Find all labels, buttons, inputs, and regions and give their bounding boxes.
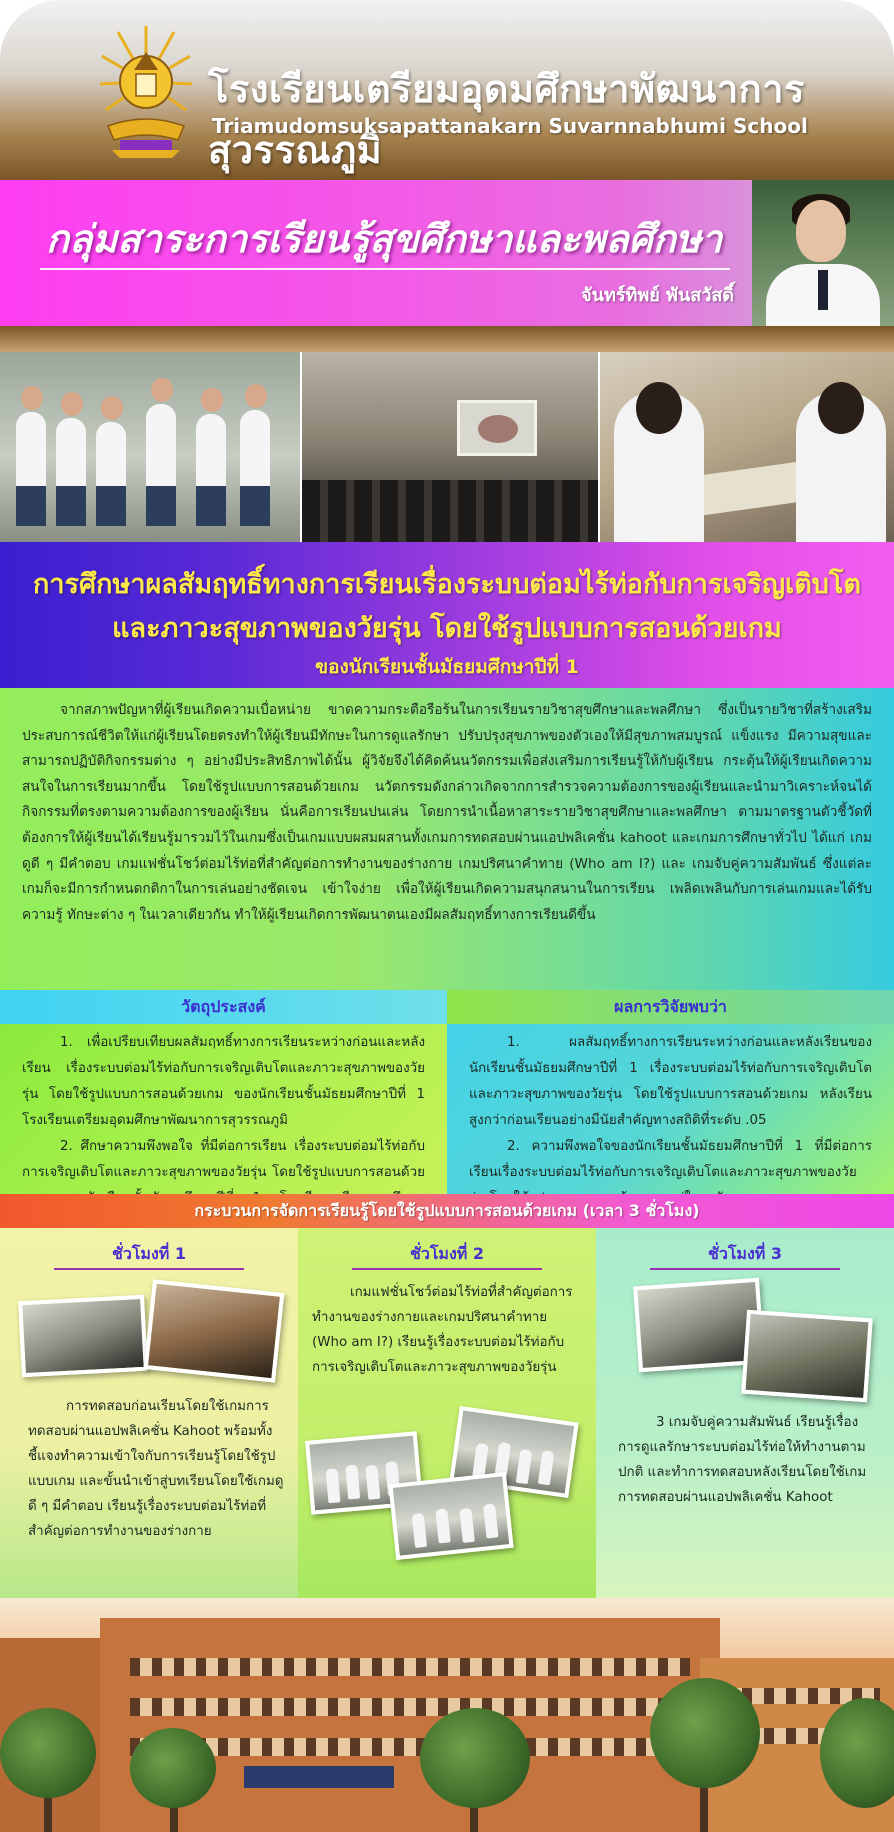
classroom-photo-strip — [0, 352, 894, 542]
hour-1-section — [0, 1228, 298, 1598]
school-building-photo — [0, 1598, 894, 1832]
school-crest-icon — [98, 22, 194, 162]
results-heading: ผลการวิจัยพบว่า — [447, 990, 894, 1024]
hour-2-section — [298, 1228, 596, 1598]
hour-1-photo-computer-lab — [18, 1295, 148, 1377]
research-title-line-1: การศึกษาผลสัมฤทธิ์ทางการเรียนเรื่องระบบต่อมไร้ท่อกับการเจริญเติบโต — [33, 569, 861, 600]
result-item: 2. ความพึงพอใจของนักเรียนชั้นมัธยมศึกษาปีที่ 1 ที่มีต่อการเรียนเรื่องระบบต่อมไร้ท่อกับการเจริญเติบโตและภาวะสุขภาพของวัย — [469, 1139, 872, 1180]
research-title-line-3: ของนักเรียนชั้นมัธยมศึกษาปีที่ 1 — [315, 656, 579, 678]
department-title: กลุ่มสาระการเรียนรู้สุขศึกษาและพลศึกษา — [46, 217, 723, 261]
process-heading: กระบวนการจัดการเรียนรู้โดยใช้รูปแบบการสอนด้วยเกม (เวลา 3 ชั่วโมง) — [0, 1194, 894, 1228]
hour-1-divider — [54, 1268, 244, 1270]
classroom-projector-photo — [300, 352, 598, 542]
research-title-line-2: และภาวะสุขภาพของวัยรุ่น โดยใช้รูปแบบการสอนด้วยเกม — [112, 613, 782, 644]
students-playing-game-photo — [598, 352, 894, 542]
hour-3-photo-matching-game — [741, 1310, 873, 1403]
abstract-section — [0, 688, 894, 990]
hour-2-text: เกมแฟชั่นโชว์ต่อมไร้ท่อที่สำคัญต่อการทำงานของร่างกายและเกมปริศนาคำทาย (Who am I?) เรียนรู้เรื่องระบบต่อมไร้ท่อกับการเจริญเติบโตและภาวะสุขภาพของวัยรุ่น — [312, 1285, 573, 1375]
objectives-section — [0, 1024, 447, 1194]
school-name-thai: โรงเรียนเตรียมอุดมศึกษาพัฒนาการสุวรรณภูมิ — [208, 67, 805, 172]
hour-3-text: 3 เกมจับคู่ความสัมพันธ์ เรียนรู้เรื่องการดูแลรักษาระบบต่อมไร้ท่อให้ทำงานตามปกติ และทำการทดสอบหลังเรียนโดยใช้เกมการทดสอบผ่านแอปพลิเคชั่น Kahoot — [618, 1415, 867, 1505]
hour-1-photo-students — [144, 1279, 285, 1382]
objective-item: 2. ศึกษาความพึงพอใจ ที่มีต่อการเรียน เรื่องระบบต่อมไร้ท่อกับการเจริญเติบโตและภาวะสุขภาพของวัยรุ่น โดยใช้รูปแบบการสอนด้วย — [22, 1139, 425, 1180]
hour-3-divider — [650, 1268, 840, 1270]
school-name-english: Triamudomsuksapattanakarn Suvarnnabhumi School — [212, 114, 808, 138]
hour-3-section — [596, 1228, 894, 1598]
objectives-heading: วัตถุประสงค์ — [0, 990, 447, 1024]
students-posing-photo — [0, 352, 300, 542]
department-divider — [40, 268, 730, 270]
hour-1-title: ชั่วโมงที่ 1 — [111, 1244, 187, 1263]
abstract-text: จากสภาพปัญหาที่ผู้เรียนเกิดความเบื่อหน่าย ขาดความกระตือรือร้นในการเรียนรายวิชาสุขศึกษาและพลศึกษา ซึ่งเป็นรายวิชาที่สร้างเสริมประสบการณ์ชีวิตให้แก่ผู้เรียนโดยตรงทำให้ผู้เรียนมีทักษะในการดูแลรักษา ปรับปรุงสุขภาพของตัวเองให้มีสุขภาพสมบูรณ์ แข็งแรง มีความสุขและสามารถปฏิบัติกิจกรรมต่าง ๆ อย่างมีประสิทธิภาพได้นั้น ผู้วิจัยจึงได้คิดค้นนวัตกรรมเพื่อส่งเสริมการเรียนรู้ให้กับผู้เรียน กระตุ้นให้ผู้เรียนเกิดความสนใจในการเรียนมากขึ้น โดยใช้รูปแบบการสอนด้วยเกม นวัตกรรมดังกล่าวเกิดจากการสำรวจความต้องการของผู้เรียนและนำมาวิเคราะห์จนได้กิจกรรมที่ตรงตามความต้องการของผู้เรียน นั่นคือการเรียนปนเล่น โดยการนำเนื้อหาสาระรายวิชาสุขศึกษาและพลศึกษา ตามมาตรฐานตัวชี้วัดที่ต้องการให้ผู้เรียนได้เรียนรู้มารวมไว้ในเกมซึ่งเป็นเกมแบบผสมผสานทั้งเกมการทดสอบผ่านแอปพลิเคชั่น kahoot และเกมการศึกษาทั่วไป ได้แก่ เกมดูดี ๆ มีคำตอบ เกมแฟชั่นโชว์ต่อมไร้ท่อที่สำคัญต่อการทำงานของร่างกาย เกมปริศนาคำทาย (Who am I?) และ เกมจับคู่ความสัมพันธ์ ซึ่งแต่ละเกมก็จะมีการกำหนดกติกาในการเล่นอย่างชัดเจน เข้าใจง่าย เพื่อให้ผู้เรียนเกิดความสนุกสนานในการเรียน เพลิดเพลินกับการเล่นเกมและได้รับความรู้ ทักษะต่าง ๆ ในเวลาเดียวกัน ทำให้ผู้เรียนเกิดการพัฒนาตนเองมีผลสัมฤทธิ์ทางการเรียนดีขึ้น — [22, 702, 872, 923]
result-item: 1. ผลสัมฤทธิ์ทางการเรียนระหว่างก่อนและหลังเรียนของนักเรียนชั้นมัธยมศึกษาปีที่ 1 เรื่องระบบต่อมไร้ท่อกับการเจริญเติบโตและภาวะสุขภาพของวัยรุ่น โดยใช้รูปแบบการสอนด้วยเกม หลังเรียนสูงกว่าก่อนเรียนอย่างมีนัยสำคัญทางสถิติที่ระดับ .05 — [469, 1035, 872, 1128]
results-section — [447, 1024, 894, 1194]
hour-2-divider — [352, 1268, 542, 1270]
hour-1-text: การทดสอบก่อนเรียนโดยใช้เกมการทดสอบผ่านแอปพลิเคชั่น Kahoot พร้อมทั้งชี้แจงทำความเข้าใจกับการเรียนรู้โดยใช้รูปแบบเกม และขั้นนำเข้าสู่บทเรียนโดยใช้เกมดูดี ๆ มีคำตอบ เรียนรู้เรื่องระบบต่อมไร้ท่อที่สำคัญต่อการทำงานของร่างกาย — [28, 1399, 284, 1539]
teacher-name: จันทร์ทิพย์ พันสวัสดิ์ — [581, 285, 734, 306]
hour-2-photo-posing — [388, 1472, 513, 1560]
objective-item: 1. เพื่อเปรียบเทียบผลสัมฤทธิ์ทางการเรียนระหว่างก่อนและหลังเรียน เรื่องระบบต่อมไร้ท่อกับการเจริญเติบโตและภาวะสุขภาพของวัยรุ่น โดยใช้รูปแบบการสอนด้วยเกม ของนักเรียนชั้นมัธยมศึกษาปีที่ 1 โรงเรียนเตรียมอุดมศึกษาพัฒนาการสุวรรณภูมิ — [22, 1035, 425, 1128]
teacher-photo — [752, 180, 894, 326]
hour-3-title: ชั่วโมงที่ 3 — [707, 1244, 783, 1263]
hour-2-title: ชั่วโมงที่ 2 — [409, 1244, 485, 1263]
